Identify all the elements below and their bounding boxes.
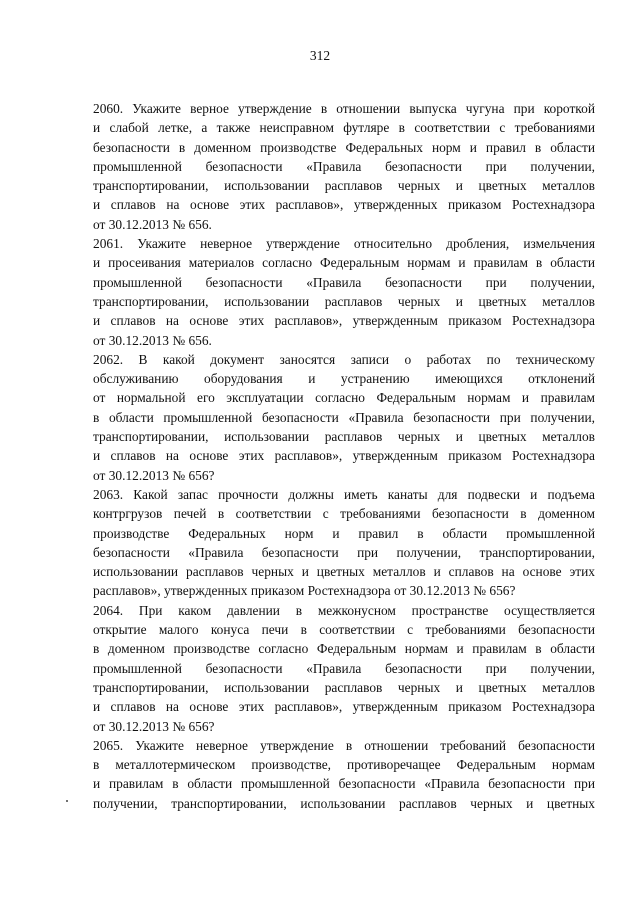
text-line: и сплавов на основе этих расплавов», утвержденным приказом Ростехнадзора [93,313,595,329]
text-line: расплавов», утвержденных приказом Ростехнадзора от 30.12.2013 № 656? [93,583,516,599]
text-line: от 30.12.2013 № 656? [93,467,215,483]
text-line: 2063. Какой запас прочности должны иметь канаты для подвески и подъема [93,486,595,502]
text-line: промышленной безопасности «Правила безопасности при получении, [93,660,595,676]
question-2060 [93,99,595,234]
text-line: транспортировании, использовании расплавов черных и цветных металлов [93,679,595,695]
question-2065 [93,736,595,813]
text-line: и правилам в области промышленной безопасности «Правила безопасности при [93,776,595,792]
question-2064 [93,601,595,736]
question-2063 [93,485,595,601]
text-line: в области промышленной безопасности «Правила безопасности при получении, [93,409,595,425]
text-line: 2064. При каком давлении в межконусном пространстве осуществляется [93,602,595,618]
text-line: в доменном производстве согласно Федеральным нормам и правилам в области [93,641,595,657]
text-line: от 30.12.2013 № 656. [93,332,212,348]
text-line: 2065. Укажите неверное утверждение в отношении требований безопасности [93,737,595,753]
text-line: 2062. В какой документ заносятся записи о работах по техническому [93,351,595,367]
text-line: обслуживанию оборудования и устранению имеющихся отклонений [93,371,595,387]
text-line: и слабой летке, а также неисправном футляре в соответствии с требованиями [93,120,595,136]
text-line: безопасности «Правила безопасности при получении, транспортировании, [93,544,595,560]
text-line: получении, транспортировании, использовании расплавов черных и цветных [93,795,595,811]
text-line: от нормальной его эксплуатации согласно Федеральным нормам и правилам [93,390,595,406]
scan-speck [66,800,68,802]
text-line: промышленной безопасности «Правила безопасности при получении, [93,274,595,290]
text-line: транспортировании, использовании расплавов черных и цветных металлов [93,429,595,445]
text-line: от 30.12.2013 № 656. [93,216,212,232]
questions-list [93,99,595,813]
text-line: и сплавов на основе этих расплавов», утвержденным приказом Ростехнадзора [93,699,595,715]
text-line: производстве Федеральных норм и правил в области промышленной [93,525,595,541]
text-line: транспортировании, использовании расплавов черных и цветных металлов [93,178,595,194]
text-line: от 30.12.2013 № 656? [93,718,215,734]
text-line: контргрузов печей в соответствии с требованиями безопасности в доменном [93,506,595,522]
text-line: и просеивания материалов согласно Федеральным нормам и правилам в области [93,255,595,271]
text-line: и сплавов на основе этих расплавов», утвержденных приказом Ростехнадзора [93,197,595,213]
text-line: промышленной безопасности «Правила безопасности при получении, [93,158,595,174]
text-line: транспортировании, использовании расплавов черных и цветных металлов [93,293,595,309]
question-2061 [93,234,595,350]
text-line: и сплавов на основе этих расплавов», утвержденным приказом Ростехнадзора [93,448,595,464]
question-2062 [93,350,595,485]
text-line: использовании расплавов черных и цветных металлов и сплавов на основе этих [93,564,595,580]
text-line: 2060. Укажите верное утверждение в отношении выпуска чугуна при короткой [93,101,595,116]
text-line: в металлотермическом производстве, противоречащее Федеральным нормам [93,757,595,773]
text-line: открытие малого конуса печи в соответствии с требованиями безопасности [93,622,595,638]
text-line: 2061. Укажите неверное утверждение относительно дробления, измельчения [93,236,595,252]
text-line: безопасности в доменном производстве Федеральных норм и правил в области [93,139,595,155]
page-number: 312 [309,48,331,63]
